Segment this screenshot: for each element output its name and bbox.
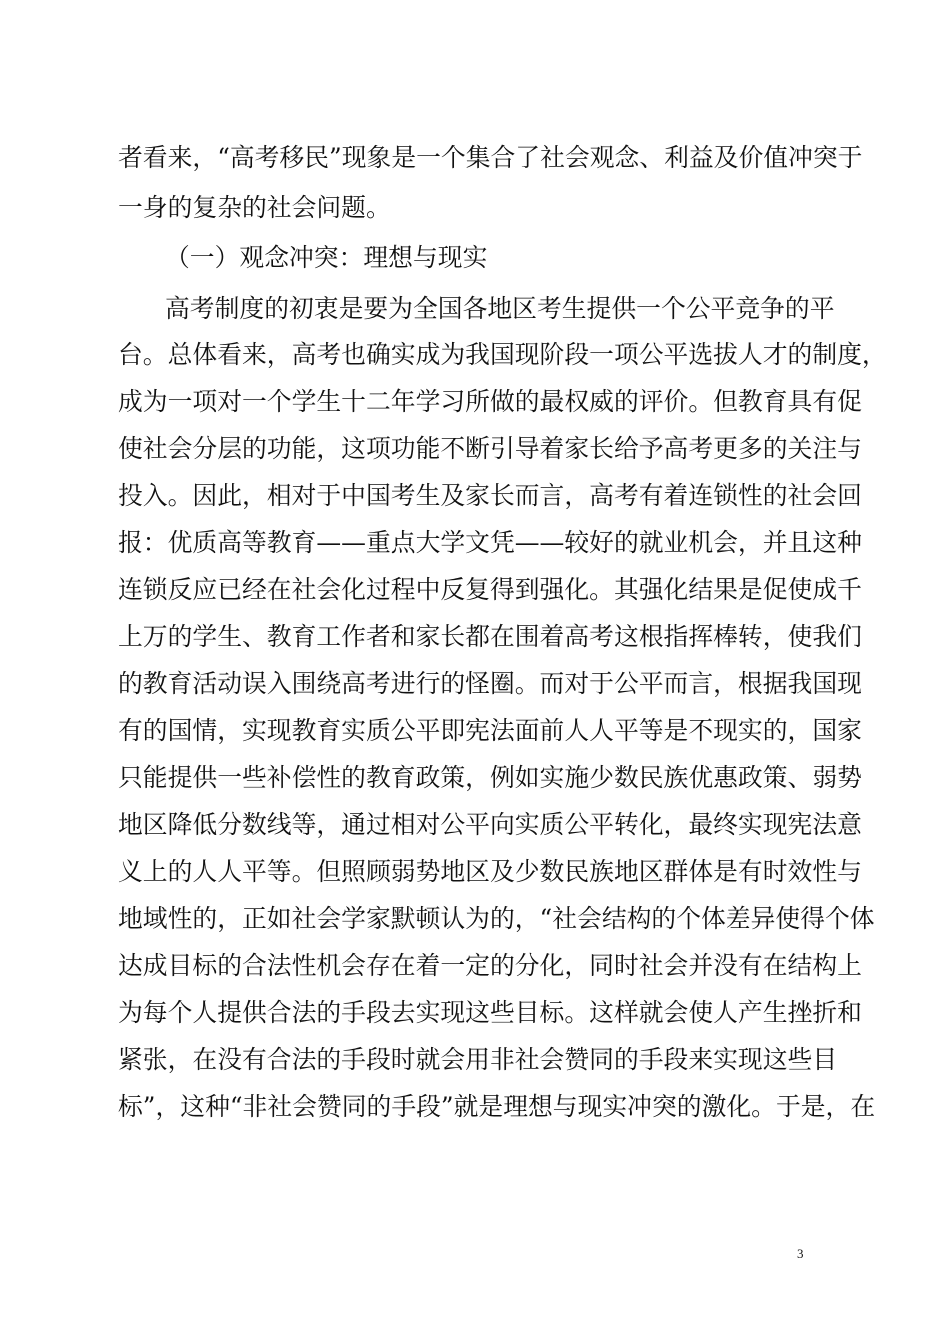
body-line: 上万的学生、教育工作者和家长都在围着高考这根指挥棒转，使我们	[118, 622, 862, 651]
body-line: 的教育活动误入围绕高考进行的怪圈。而对于公平而言，根据我国现	[118, 669, 862, 698]
body-line: 投入。因此，相对于中国考生及家长而言，高考有着连锁性的社会回	[118, 481, 862, 510]
body-line: 一身的复杂的社会问题。	[118, 193, 391, 222]
body-line: 达成目标的合法性机会存在着一定的分化，同时社会并没有在结构上	[118, 951, 862, 980]
body-line: 紧张，在没有合法的手段时就会用非社会赞同的手段来实现这些目	[118, 1045, 838, 1074]
body-line: 使社会分层的功能，这项功能不断引导着家长给予高考更多的关注与	[118, 434, 862, 463]
body-line: 只能提供一些补偿性的教育政策，例如实施少数民族优惠政策、弱势	[118, 763, 862, 792]
body-line: 成为一项对一个学生十二年学习所做的最权威的评价。但教育具有促	[118, 387, 862, 416]
body-line: 标”，这种“非社会赞同的手段”就是理想与现实冲突的激化。于是，在	[118, 1092, 876, 1121]
body-line: 连锁反应已经在社会化过程中反复得到强化。其强化结果是促使成千	[118, 575, 862, 604]
body-line: 地域性的，正如社会学家默顿认为的，“社会结构的个体差异使得个体	[118, 904, 875, 933]
body-line: 地区降低分数线等，通过相对公平向实质公平转化，最终实现宪法意	[118, 810, 862, 839]
body-line: 有的国情，实现教育实质公平即宪法面前人人平等是不现实的，国家	[118, 716, 862, 745]
body-line: 义上的人人平等。但照顾弱势地区及少数民族地区群体是有时效性与	[118, 857, 862, 886]
section-heading: （一）观念冲突：理想与现实	[165, 243, 488, 272]
body-line: 报：优质高等教育——重点大学文凭——较好的就业机会，并且这种	[118, 528, 862, 557]
body-line: 台。总体看来，高考也确实成为我国现阶段一项公平选拔人才的制度，	[118, 340, 887, 369]
body-line: 为每个人提供合法的手段去实现这些目标。这样就会使人产生挫折和	[118, 998, 862, 1027]
body-line: 者看来，“高考移民”现象是一个集合了社会观念、利益及价值冲突于	[118, 143, 863, 172]
body-line: 高考制度的初衷是要为全国各地区考生提供一个公平竞争的平	[165, 294, 835, 323]
page-number: 3	[797, 1246, 804, 1261]
